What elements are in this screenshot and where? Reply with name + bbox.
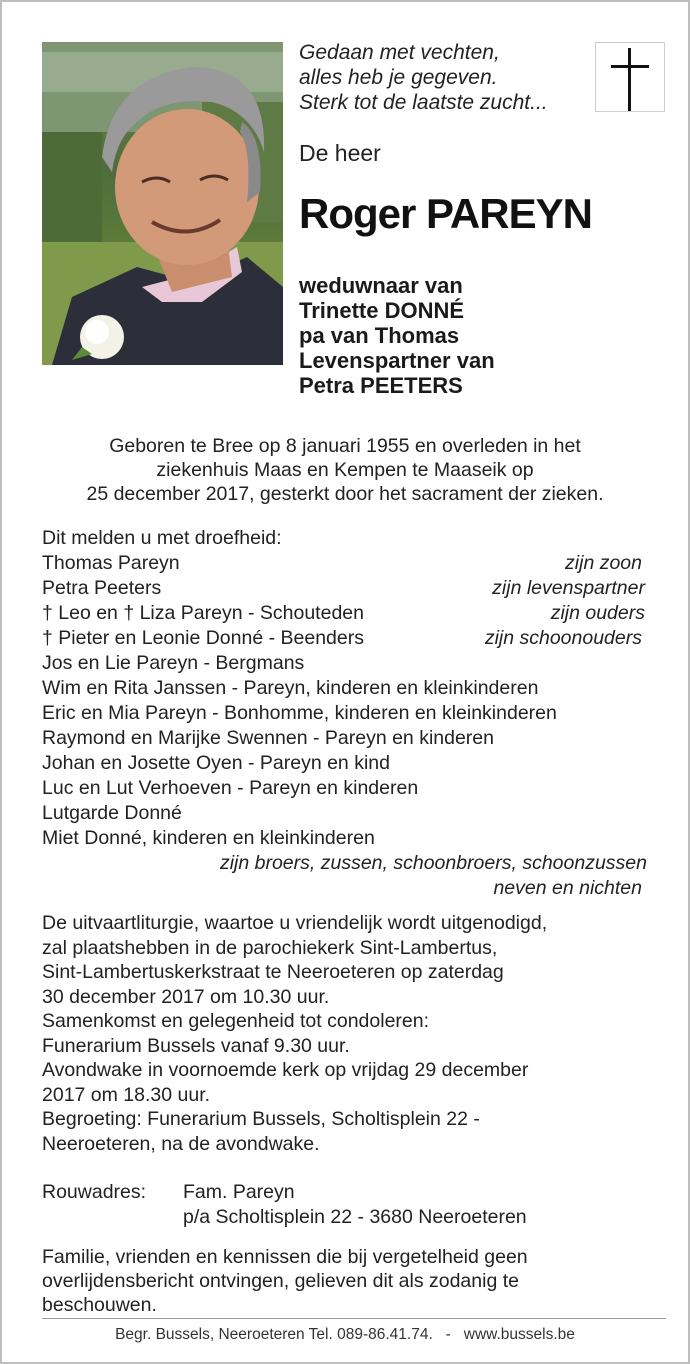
mourner-name: † Leo en † Liza Pareyn - Schouteden — [42, 602, 364, 624]
relation-line: pa van Thomas — [299, 323, 460, 348]
mourner-role: zijn levenspartner — [492, 577, 645, 599]
group-role: neven en nichten — [493, 877, 642, 899]
closing-line: Familie, vrienden en kennissen die bij vergetelheid geen — [42, 1246, 528, 1268]
service-line: Funerarium Bussels vanaf 9.30 uur. — [42, 1034, 350, 1057]
birth-death-line: ziekenhuis Maas en Kempen te Maaseik op — [156, 459, 534, 481]
service-line: zal plaatshebben in de parochiekerk Sint-Lambertus, — [42, 936, 498, 959]
birth-death-text — [30, 434, 660, 506]
footer-contact: Begr. Bussels, Neeroeteren Tel. 089-86.41.74. - www.bussels.be — [115, 1326, 575, 1343]
service-line: Avondwake in voornoemde kerk op vrijdag 29 december — [42, 1059, 529, 1081]
poem-line: Gedaan met vechten, — [299, 41, 500, 64]
list-item — [42, 651, 647, 676]
group-role: zijn broers, zussen, schoonbroers, schoonzussen — [219, 852, 647, 874]
footer-divider — [42, 1318, 666, 1319]
service-line: Sint-Lambertuskerkstraat te Neeroeteren op zaterdag — [42, 961, 504, 983]
relation-line: weduwnaar van — [299, 273, 463, 298]
list-item — [42, 751, 647, 776]
list-item — [42, 601, 647, 626]
mourner-name: Jos en Lie Pareyn - Bergmans — [42, 652, 305, 674]
portrait-illustration — [42, 42, 283, 365]
closing-line: overlijdensbericht ontvingen, gelieven dit als zodanig te — [42, 1270, 519, 1292]
mourner-name: Johan en Josette Oyen - Pareyn en kind — [42, 752, 390, 774]
relation-line: Levenspartner van — [299, 348, 495, 373]
address-line: Fam. Pareyn — [183, 1181, 295, 1203]
poem — [299, 40, 548, 115]
deceased-name: Roger PAREYN — [299, 190, 592, 237]
mourner-role: zijn zoon — [565, 552, 642, 574]
closing-line: beschouwen. — [42, 1294, 157, 1316]
list-item — [42, 676, 647, 701]
birth-death-line: 25 december 2017, gesterkt door het sacrament der zieken. — [86, 483, 604, 505]
service-line: Neeroeteren, na de avondwake. — [42, 1132, 320, 1155]
service-line: 30 december 2017 om 10.30 uur. — [42, 985, 330, 1008]
poem-line: Sterk tot de laatste zucht... — [299, 91, 548, 114]
mourner-name: Raymond en Marijke Swennen - Pareyn en kinderen — [42, 727, 494, 749]
cross-box — [595, 42, 665, 112]
mourner-role: zijn schoonouders — [484, 627, 642, 649]
poem-line: alles heb je gegeven. — [299, 66, 498, 89]
list-item — [42, 701, 647, 726]
mourner-name: Thomas Pareyn — [42, 552, 180, 574]
mourner-name: Wim en Rita Janssen - Pareyn, kinderen en kleinkinderen — [42, 677, 539, 699]
mourners-list — [42, 526, 647, 901]
mourner-role: zijn ouders — [550, 602, 645, 624]
relation-line: Trinette DONNÉ — [299, 298, 465, 323]
service-details — [42, 911, 652, 1156]
service-line: 2017 om 18.30 uur. — [42, 1083, 211, 1106]
cross-icon — [596, 43, 664, 111]
relation-line: Petra PEETERS — [299, 373, 463, 398]
mourner-name: Petra Peeters — [42, 577, 162, 599]
salutation: De heer — [299, 140, 381, 166]
mourner-name: Miet Donné, kinderen en kleinkinderen — [42, 827, 375, 849]
mourner-name: Luc en Lut Verhoeven - Pareyn en kinderen — [42, 777, 419, 799]
list-item — [42, 576, 647, 601]
list-item — [42, 801, 647, 826]
birth-death-line: Geboren te Bree op 8 januari 1955 en overleden in het — [109, 435, 581, 457]
list-item — [42, 776, 647, 801]
address-line: p/a Scholtisplein 22 - 3680 Neeroeteren — [183, 1206, 527, 1228]
list-item — [42, 626, 647, 651]
portrait-photo — [42, 42, 283, 365]
mourners-intro: Dit melden u met droefheid: — [42, 527, 282, 549]
mourner-name: † Pieter en Leonie Donné - Beenders — [42, 627, 364, 649]
list-item — [42, 826, 647, 851]
list-item — [42, 726, 647, 751]
list-item — [42, 551, 647, 576]
service-line: Samenkomst en gelegenheid tot condoleren: — [42, 1010, 430, 1032]
service-line: De uitvaartliturgie, waartoe u vriendelijk wordt uitgenodigd, — [42, 912, 548, 934]
address-label: Rouwadres: — [42, 1181, 147, 1203]
service-line: Begroeting: Funerarium Bussels, Scholtisplein 22 - — [42, 1108, 480, 1130]
mourner-name: Lutgarde Donné — [42, 802, 182, 824]
closing-note — [42, 1245, 652, 1317]
relations — [299, 273, 495, 398]
mourner-name: Eric en Mia Pareyn - Bonhomme, kinderen en kleinkinderen — [42, 702, 557, 724]
